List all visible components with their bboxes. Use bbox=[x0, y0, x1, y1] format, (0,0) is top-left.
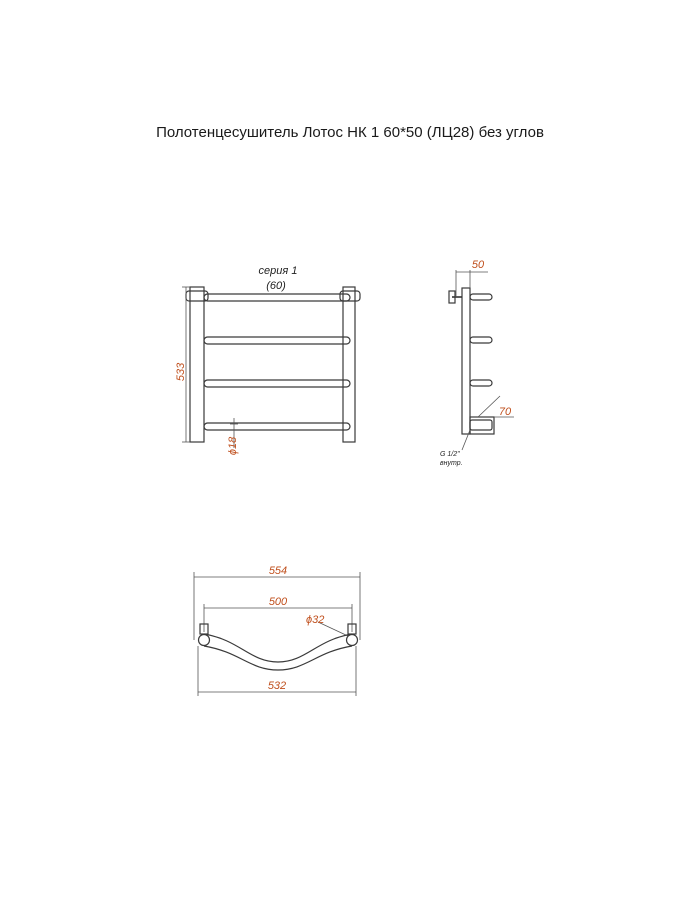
top-pipe-right bbox=[347, 635, 358, 646]
front-view bbox=[175, 265, 360, 455]
top-pipe-dim: ϕ32 bbox=[306, 614, 325, 626]
front-left-pipe bbox=[190, 287, 204, 442]
series-label: серия 1 bbox=[258, 265, 298, 277]
front-rung-4 bbox=[204, 423, 350, 430]
side-rung-4 bbox=[470, 420, 492, 430]
side-depth-dim: 50 bbox=[471, 259, 485, 271]
top-curved-rung-inner bbox=[204, 646, 352, 670]
side-view bbox=[440, 259, 514, 467]
side-thread-leader bbox=[462, 430, 470, 450]
series-sub-label: (60) bbox=[266, 280, 286, 292]
top-outer-dim: 554 bbox=[268, 565, 288, 577]
front-rung-3 bbox=[204, 380, 350, 387]
front-height-dim: 533 bbox=[175, 362, 187, 382]
top-bottom-dim: 532 bbox=[267, 680, 287, 692]
side-rung-1 bbox=[470, 294, 492, 300]
side-pipe bbox=[462, 288, 470, 434]
top-view bbox=[194, 565, 360, 696]
side-thread-note: внутр. bbox=[440, 460, 463, 467]
top-axis-dim: 500 bbox=[268, 596, 288, 608]
front-rung-1 bbox=[204, 294, 350, 301]
side-thread-label: G 1/2" bbox=[440, 451, 460, 458]
top-curved-rung bbox=[204, 634, 352, 662]
drawing-title: Полотенцесушитель Лотос НК 1 60*50 (ЛЦ28) без углов bbox=[156, 124, 544, 141]
side-offset-leader bbox=[478, 396, 500, 417]
top-pipe-left bbox=[199, 635, 210, 646]
front-rung-2 bbox=[204, 337, 350, 344]
front-tube-dim: ϕ18 bbox=[227, 436, 239, 456]
side-rung-3 bbox=[470, 380, 492, 386]
front-right-pipe bbox=[343, 287, 355, 442]
side-rung-2 bbox=[470, 337, 492, 343]
side-offset-dim: 70 bbox=[498, 406, 512, 418]
